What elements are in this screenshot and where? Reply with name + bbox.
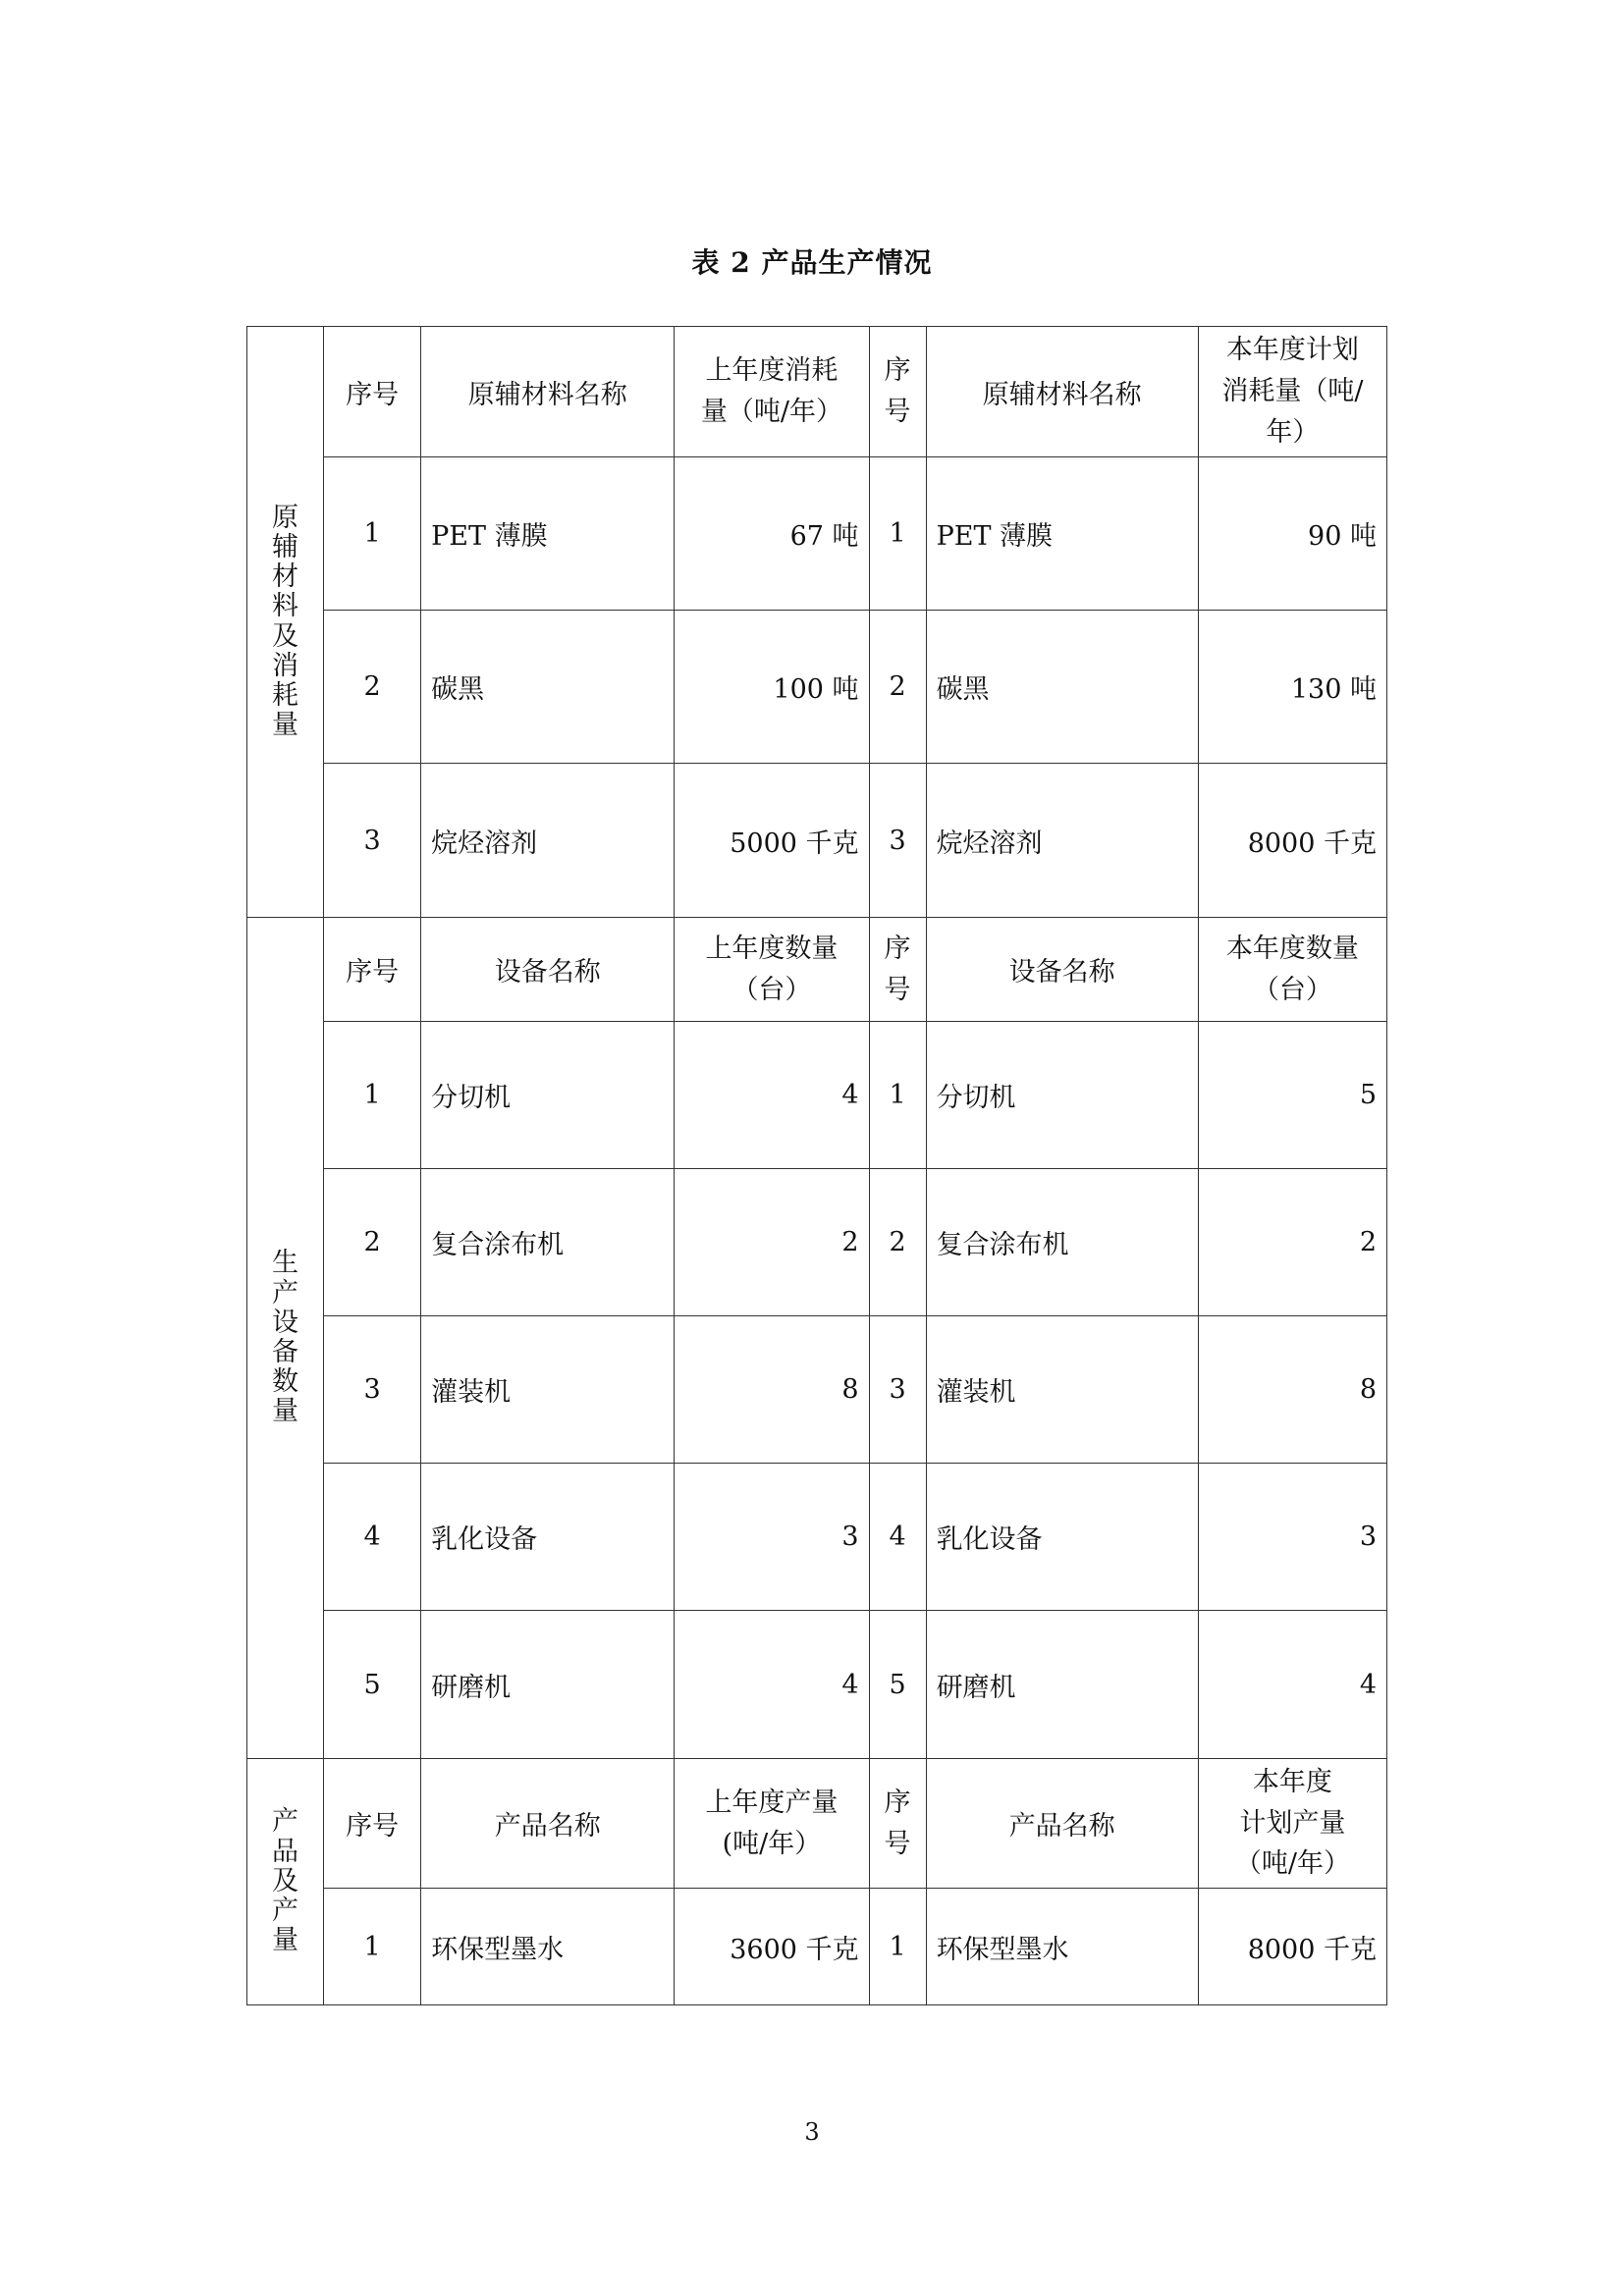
- table-row: [247, 764, 1387, 918]
- header-last-year: 上年度消耗 量（吨/年）: [675, 327, 869, 457]
- row-seq-right: 5: [869, 1611, 926, 1759]
- row-name-right: 碳黑: [926, 611, 1198, 764]
- row-seq: 1: [324, 1022, 421, 1169]
- row-this-year: 4: [1198, 1611, 1386, 1759]
- header-name-left: 产品名称: [421, 1759, 675, 1889]
- table-title: 表 2 产品生产情况: [691, 246, 933, 279]
- table-row: [247, 1169, 1387, 1316]
- header-seq: 序号: [324, 1759, 421, 1889]
- table-row: [247, 1611, 1387, 1759]
- header-name-left: 设备名称: [421, 918, 675, 1022]
- products-header-row: [247, 1759, 1387, 1889]
- header-this-year: 本年度计划 消耗量（吨/ 年）: [1198, 327, 1386, 457]
- production-table: [246, 326, 1387, 2005]
- row-this-year: 8000 千克: [1198, 1889, 1386, 2005]
- row-name: 研磨机: [421, 1611, 675, 1759]
- row-name-right: 灌装机: [926, 1316, 1198, 1464]
- row-last-year: 3600 千克: [675, 1889, 869, 2005]
- row-this-year: 2: [1198, 1169, 1386, 1316]
- row-this-year: 5: [1198, 1022, 1386, 1169]
- row-seq-right: 3: [869, 764, 926, 918]
- row-seq-right: 3: [869, 1316, 926, 1464]
- row-name-right: 复合涂布机: [926, 1169, 1198, 1316]
- section-label-equipment: 生产设备数量: [247, 918, 324, 1759]
- row-name: 烷烃溶剂: [421, 764, 675, 918]
- section-label-materials: 原辅材料及消耗量: [247, 327, 324, 918]
- row-this-year: 130 吨: [1198, 611, 1386, 764]
- materials-header-row: [247, 327, 1387, 457]
- row-seq-right: 1: [869, 1022, 926, 1169]
- header-seq-right: 序 号: [869, 918, 926, 1022]
- header-seq-right: 序 号: [869, 1759, 926, 1889]
- table-row: [247, 611, 1387, 764]
- row-seq: 4: [324, 1464, 421, 1611]
- row-name: 环保型墨水: [421, 1889, 675, 2005]
- table-row: [247, 1022, 1387, 1169]
- row-name: 分切机: [421, 1022, 675, 1169]
- row-this-year: 8000 千克: [1198, 764, 1386, 918]
- header-seq: 序号: [324, 918, 421, 1022]
- header-name-right: 原辅材料名称: [926, 327, 1198, 457]
- row-seq: 1: [324, 457, 421, 611]
- row-seq-right: 1: [869, 457, 926, 611]
- table-row: [247, 457, 1387, 611]
- row-name-right: 分切机: [926, 1022, 1198, 1169]
- header-seq-right: 序 号: [869, 327, 926, 457]
- row-last-year: 67 吨: [675, 457, 869, 611]
- row-name: 复合涂布机: [421, 1169, 675, 1316]
- row-seq-right: 1: [869, 1889, 926, 2005]
- header-last-year: 上年度产量 (吨/年）: [675, 1759, 869, 1889]
- row-name-right: 乳化设备: [926, 1464, 1198, 1611]
- row-last-year: 4: [675, 1022, 869, 1169]
- row-seq: 2: [324, 1169, 421, 1316]
- row-name-right: PET 薄膜: [926, 457, 1198, 611]
- row-name-right: 环保型墨水: [926, 1889, 1198, 2005]
- row-last-year: 100 吨: [675, 611, 869, 764]
- table-row: [247, 1889, 1387, 2005]
- row-this-year: 3: [1198, 1464, 1386, 1611]
- header-this-year: 本年度 计划产量 （吨/年）: [1198, 1759, 1386, 1889]
- table-row: [247, 1316, 1387, 1464]
- row-this-year: 8: [1198, 1316, 1386, 1464]
- row-seq: 3: [324, 764, 421, 918]
- section-label-products: 产品及产量: [247, 1759, 324, 2005]
- row-name: PET 薄膜: [421, 457, 675, 611]
- header-name-right: 设备名称: [926, 918, 1198, 1022]
- row-seq-right: 2: [869, 1169, 926, 1316]
- page-number: 3: [804, 2118, 820, 2146]
- row-seq-right: 4: [869, 1464, 926, 1611]
- row-last-year: 3: [675, 1464, 869, 1611]
- row-seq: 1: [324, 1889, 421, 2005]
- header-last-year: 上年度数量 （台）: [675, 918, 869, 1022]
- row-seq-right: 2: [869, 611, 926, 764]
- table-row: [247, 1464, 1387, 1611]
- row-last-year: 8: [675, 1316, 869, 1464]
- row-name: 乳化设备: [421, 1464, 675, 1611]
- header-name-left: 原辅材料名称: [421, 327, 675, 457]
- row-last-year: 5000 千克: [675, 764, 869, 918]
- row-name: 灌装机: [421, 1316, 675, 1464]
- row-seq: 5: [324, 1611, 421, 1759]
- row-name: 碳黑: [421, 611, 675, 764]
- row-last-year: 4: [675, 1611, 869, 1759]
- row-name-right: 研磨机: [926, 1611, 1198, 1759]
- equipment-header-row: [247, 918, 1387, 1022]
- row-last-year: 2: [675, 1169, 869, 1316]
- row-seq: 3: [324, 1316, 421, 1464]
- header-seq: 序号: [324, 327, 421, 457]
- header-name-right: 产品名称: [926, 1759, 1198, 1889]
- row-name-right: 烷烃溶剂: [926, 764, 1198, 918]
- header-this-year: 本年度数量 （台）: [1198, 918, 1386, 1022]
- row-this-year: 90 吨: [1198, 457, 1386, 611]
- row-seq: 2: [324, 611, 421, 764]
